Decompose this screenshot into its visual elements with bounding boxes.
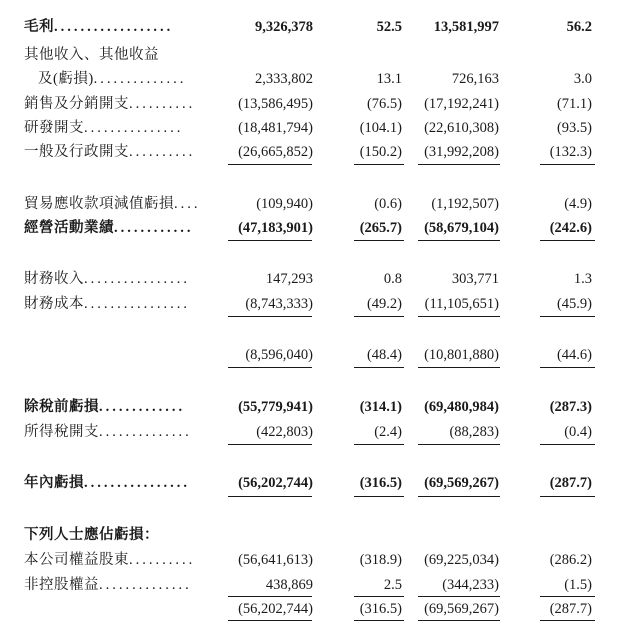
value-cell: (26,665,852) xyxy=(238,144,313,160)
rule xyxy=(354,367,404,368)
table-row xyxy=(0,268,624,290)
value-cell: (8,596,040) xyxy=(245,347,313,363)
row-label-text: 年內虧損 xyxy=(24,475,84,491)
table-row xyxy=(0,524,624,546)
value-cell: (4.9) xyxy=(564,196,592,212)
row-label xyxy=(24,117,183,139)
value-cell: (22,610,308) xyxy=(424,120,499,136)
leader-dots: ............... xyxy=(84,120,184,136)
value-cell: (88,283) xyxy=(449,424,499,440)
value-cell: 2,333,802 xyxy=(255,71,313,87)
table-row xyxy=(0,141,624,163)
row-label-text: 貿易應收款項減值虧損 xyxy=(24,196,174,212)
row-label-text: 其他收入、其他收益 xyxy=(24,47,159,63)
leader-dots: ................ xyxy=(84,271,190,287)
rule xyxy=(418,164,500,165)
rule xyxy=(228,316,312,317)
row-label-text: 財務成本 xyxy=(24,296,84,312)
value-cell: 1.3 xyxy=(573,271,592,287)
value-cell: (316.5) xyxy=(359,475,402,491)
leader-dots: .... xyxy=(174,196,201,212)
value-cell: (1.5) xyxy=(564,577,592,593)
value-cell: (49.2) xyxy=(366,296,402,312)
rule xyxy=(418,496,500,497)
table-row xyxy=(0,117,624,139)
table-row xyxy=(0,472,624,494)
value-cell: (242.6) xyxy=(549,220,592,236)
value-cell: 303,771 xyxy=(451,271,499,287)
value-cell: (69,569,267) xyxy=(424,475,499,491)
rule xyxy=(228,240,312,241)
row-label xyxy=(24,472,190,494)
rule xyxy=(418,444,500,445)
row-label xyxy=(24,193,201,215)
rule xyxy=(228,596,312,597)
row-label xyxy=(24,421,192,443)
rule xyxy=(540,444,595,445)
value-cell: 0.8 xyxy=(383,271,402,287)
row-label-text: 除稅前虧損 xyxy=(24,399,99,415)
value-cell: (56,202,744) xyxy=(238,475,313,491)
rule xyxy=(540,620,595,621)
value-cell: (109,940) xyxy=(256,196,313,212)
value-cell: (44.6) xyxy=(556,347,592,363)
value-cell: 56.2 xyxy=(566,19,592,35)
table-row xyxy=(0,344,624,366)
value-cell: (316.5) xyxy=(359,601,402,617)
table-row xyxy=(0,217,624,239)
leader-dots: ............ xyxy=(114,220,194,236)
leader-dots: .............. xyxy=(99,424,192,440)
value-cell: (71.1) xyxy=(556,96,592,112)
value-cell: (45.9) xyxy=(556,296,592,312)
rule xyxy=(354,164,404,165)
value-cell: (287.7) xyxy=(549,475,592,491)
value-cell: (0.4) xyxy=(564,424,592,440)
rule xyxy=(540,164,595,165)
rule xyxy=(540,316,595,317)
rule xyxy=(354,596,404,597)
value-cell: (422,803) xyxy=(256,424,313,440)
rule xyxy=(228,620,312,621)
row-label-text: 一般及行政開支 xyxy=(24,144,129,160)
value-cell: (10,801,880) xyxy=(424,347,499,363)
rule xyxy=(228,496,312,497)
leader-dots: ................ xyxy=(84,296,190,312)
row-label xyxy=(38,68,186,90)
table-row xyxy=(0,396,624,418)
value-cell: (150.2) xyxy=(359,144,402,160)
value-cell: (314.1) xyxy=(359,399,402,415)
row-label-text: 及(虧損) xyxy=(38,71,94,87)
row-label xyxy=(24,396,185,418)
value-cell: (31,992,208) xyxy=(424,144,499,160)
table-row xyxy=(0,16,624,38)
value-cell: (287.3) xyxy=(549,399,592,415)
value-cell: (56,202,744) xyxy=(238,601,313,617)
value-cell: (13,586,495) xyxy=(238,96,313,112)
rule xyxy=(354,240,404,241)
row-label-text: 毛利 xyxy=(24,19,54,35)
row-label xyxy=(24,44,159,66)
value-cell: (47,183,901) xyxy=(238,220,313,236)
value-cell: 3.0 xyxy=(573,71,592,87)
value-cell: 52.5 xyxy=(376,19,402,35)
table-row xyxy=(0,44,624,66)
leader-dots: .......... xyxy=(129,552,196,568)
table-row xyxy=(0,574,624,596)
row-label xyxy=(24,93,195,115)
value-cell: (132.3) xyxy=(549,144,592,160)
value-cell: (69,569,267) xyxy=(424,601,499,617)
row-label-text: 本公司權益股東 xyxy=(24,552,129,568)
value-cell: 13.1 xyxy=(376,71,402,87)
value-cell: (17,192,241) xyxy=(424,96,499,112)
rule xyxy=(418,240,500,241)
leader-dots: .............. xyxy=(99,577,192,593)
value-cell: (8,743,333) xyxy=(245,296,313,312)
value-cell: (286.2) xyxy=(549,552,592,568)
value-cell: (11,105,651) xyxy=(424,296,499,312)
table-row xyxy=(0,193,624,215)
row-label xyxy=(24,217,194,239)
value-cell: (1,192,507) xyxy=(431,196,499,212)
rule xyxy=(418,596,500,597)
leader-dots: .................. xyxy=(54,19,174,35)
table-row xyxy=(0,549,624,571)
rule xyxy=(418,367,500,368)
table-row xyxy=(0,68,624,90)
row-label xyxy=(24,141,195,163)
rule xyxy=(354,496,404,497)
value-cell: (265.7) xyxy=(359,220,402,236)
rule xyxy=(540,240,595,241)
leader-dots: ............. xyxy=(99,399,186,415)
value-cell: 13,581,997 xyxy=(433,19,499,35)
rule xyxy=(354,620,404,621)
rule xyxy=(228,444,312,445)
rule xyxy=(228,164,312,165)
rule xyxy=(354,316,404,317)
rule xyxy=(418,316,500,317)
value-cell: (48.4) xyxy=(366,347,402,363)
row-label xyxy=(24,524,159,546)
row-label-text: 經營活動業績 xyxy=(24,220,114,236)
value-cell: (76.5) xyxy=(366,96,402,112)
value-cell: (69,480,984) xyxy=(424,399,499,415)
value-cell: (18,481,794) xyxy=(238,120,313,136)
value-cell: (0.6) xyxy=(374,196,402,212)
value-cell: (344,233) xyxy=(442,577,499,593)
rule xyxy=(228,367,312,368)
value-cell: (69,225,034) xyxy=(424,552,499,568)
row-label-text: 下列人士應佔虧損： xyxy=(24,527,159,543)
row-label-text: 銷售及分銷開支 xyxy=(24,96,129,112)
value-cell: (104.1) xyxy=(359,120,402,136)
rule xyxy=(540,496,595,497)
leader-dots: .......... xyxy=(129,96,196,112)
row-label xyxy=(24,268,190,290)
rule xyxy=(354,444,404,445)
row-label-text: 財務收入 xyxy=(24,271,84,287)
table-row xyxy=(0,93,624,115)
value-cell: 147,293 xyxy=(265,271,313,287)
rule xyxy=(540,596,595,597)
value-cell: 9,326,378 xyxy=(255,19,313,35)
value-cell: (287.7) xyxy=(549,601,592,617)
leader-dots: .......... xyxy=(129,144,196,160)
row-label-text: 非控股權益 xyxy=(24,577,99,593)
value-cell: 2.5 xyxy=(383,577,402,593)
row-label-text: 所得稅開支 xyxy=(24,424,99,440)
value-cell: (56,641,613) xyxy=(238,552,313,568)
value-cell: 726,163 xyxy=(451,71,499,87)
leader-dots: ................ xyxy=(84,475,190,491)
row-label xyxy=(24,574,192,596)
row-label-text: 研發開支 xyxy=(24,120,84,136)
table-row xyxy=(0,421,624,443)
value-cell: (93.5) xyxy=(556,120,592,136)
value-cell: (58,679,104) xyxy=(424,220,499,236)
rule xyxy=(540,367,595,368)
row-label xyxy=(24,293,190,315)
row-label xyxy=(24,16,173,38)
table-row xyxy=(0,598,624,620)
row-label xyxy=(24,549,195,571)
value-cell: 438,869 xyxy=(265,577,313,593)
value-cell: (55,779,941) xyxy=(238,399,313,415)
value-cell: (2.4) xyxy=(374,424,402,440)
leader-dots: .............. xyxy=(93,71,187,87)
table-row xyxy=(0,293,624,315)
value-cell: (318.9) xyxy=(359,552,402,568)
rule xyxy=(418,620,500,621)
